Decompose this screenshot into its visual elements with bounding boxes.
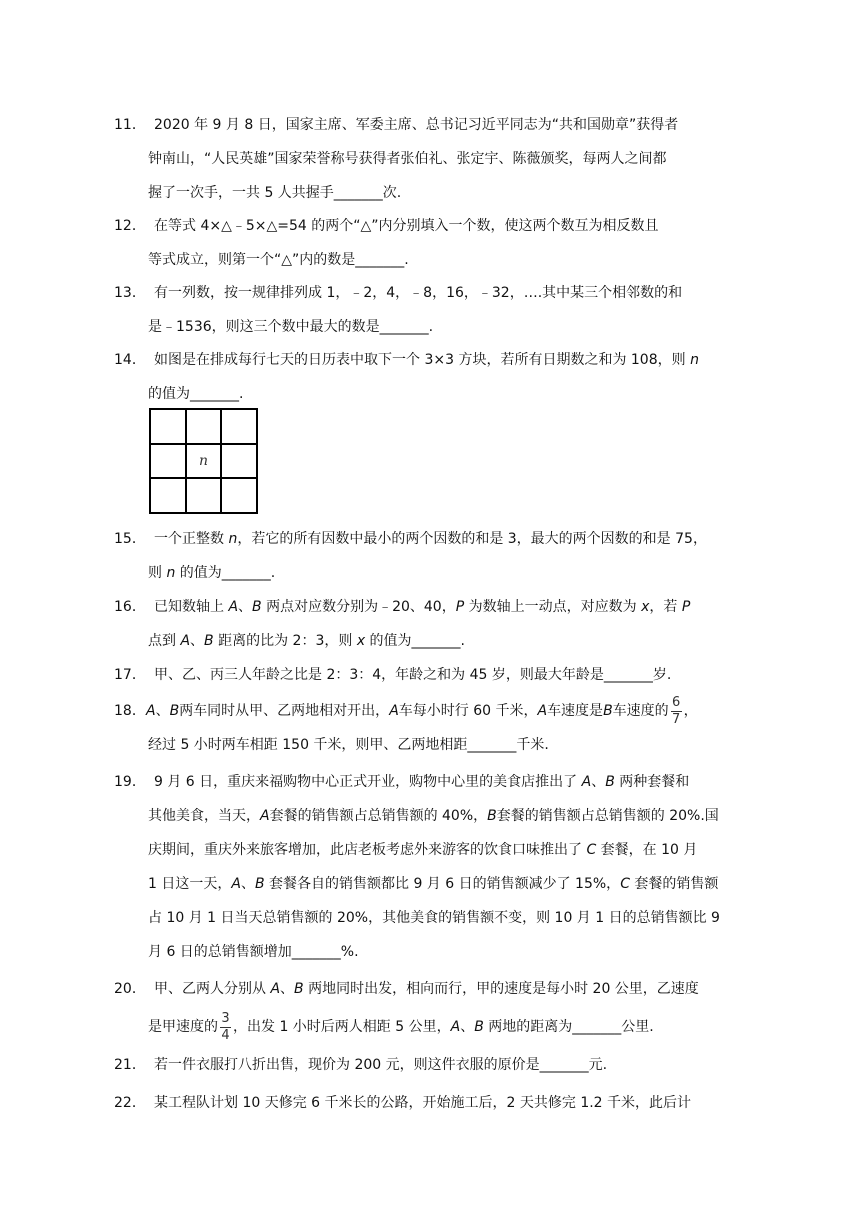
question-text: 有一列数，按一规律排列成 1，﹣2，4，﹣8，16，﹣32，….其中某三个相邻数的和 [154,285,683,301]
question-text: 若一件衣服打八折出售，现价为 200 元，则这件衣服的原价是_______元. [154,1057,608,1073]
question-text: 则 n 的值为_______. [148,565,276,581]
grid-cell [186,409,222,444]
question-13 [114,276,758,344]
question-12 [114,209,758,277]
grid-cell [221,409,257,444]
question-number: 15． [114,531,146,547]
question-text: 1 日这一天，A、B 套餐各自的销售额都比 9 月 6 日的销售额减少了 15%，C 套餐的销售额 [148,876,719,892]
calendar-grid [149,408,258,514]
question-number: 13． [114,285,146,301]
question-14 [114,343,758,411]
question-text: 如图是在排成每行七天的日历表中取下一个 3×3 方块，若所有日期数之和为 108，则 n [154,352,699,368]
question-number: 18． [114,703,146,719]
question-text: 已知数轴上 A、B 两点对应数分别为﹣20、40，P 为数轴上一动点，对应数为 x，若 P [154,599,691,615]
question-number: 11． [114,117,146,133]
grid-cell [150,478,186,513]
question-17 [114,658,758,692]
grid-cell [186,478,222,513]
fraction-three-quarters: $\frac{3}{4}$ [221,1010,230,1043]
grid-cell [150,409,186,444]
question-18 [114,694,758,762]
question-text: 在等式 4×△﹣5×△=54 的两个“△”内分别填入一个数，使这两个数互为相反数且 [154,218,659,234]
question-22 [114,1086,758,1120]
grid-cell [150,444,186,479]
question-text: 2020 年 9 月 8 日，国家主席、军委主席、总书记习近平同志为“共和国勋章”获得者 [154,117,679,133]
question-text: 是甲速度的 $\frac{3}{4}$ ，出发 1 小时后两人相距 5 公里，A、B 两地的距离为_______公里. [148,1010,654,1043]
question-text: A、B两车同时从甲、乙两地相对开出，A车每小时行 60 千米，A车速度是B车速度的 $\frac{6}{7}$ ， [146,694,698,727]
question-text: 某工程队计划 10 天修完 6 千米长的公路，开始施工后，2 天共修完 1.2 千米，此后计 [154,1095,692,1111]
grid-cell [221,478,257,513]
grid-cell [221,444,257,479]
question-number: 21． [114,1057,146,1073]
grid-cell-center: n [186,444,222,479]
question-19 [114,765,758,969]
question-text: 庆期间，重庆外来旅客增加，此店老板考虑外来游客的饮食口味推出了 C 套餐，在 10 月 [148,842,698,858]
question-number: 22． [114,1095,146,1111]
question-number: 17． [114,667,146,683]
question-number: 19． [114,774,146,790]
question-text: 等式成立，则第一个“△”内的数是_______. [148,252,409,268]
question-21 [114,1048,758,1082]
question-text: 其他美食，当天，A套餐的销售额占总销售额的 40%，B套餐的销售额占总销售额的 20%.国 [148,808,719,824]
question-text: 占 10 月 1 日当天总销售额的 20%，其他美食的销售额不变，则 10 月 1 日的总销售额比 9 [148,910,720,926]
question-number: 16． [114,599,146,615]
question-text: 一个正整数 n，若它的所有因数中最小的两个因数的和是 3，最大的两个因数的和是 75， [154,531,707,547]
question-text: 点到 A、B 距离的比为 2：3，则 x 的值为_______. [148,633,466,649]
question-text: 甲、乙、丙三人年龄之比是 2：3：4，年龄之和为 45 岁，则最大年龄是_______岁. [154,667,672,683]
question-11 [114,108,758,210]
question-text: 月 6 日的总销售额增加_______%. [148,944,359,960]
question-text: 甲、乙两人分别从 A、B 两地同时出发，相向而行，甲的速度是每小时 20 公里，乙速度 [154,981,699,997]
question-text: 的值为_______. [148,386,244,402]
question-text: 是﹣1536，则这三个数中最大的数是_______. [148,319,434,335]
question-20 [114,972,758,1044]
question-number: 20． [114,981,146,997]
question-15 [114,522,758,590]
question-16 [114,590,758,658]
question-text: 9 月 6 日，重庆来福购物中心正式开业，购物中心里的美食店推出了 A、B 两种套餐和 [154,774,690,790]
question-text: 握了一次手，一共 5 人共握手_______次. [148,185,402,201]
question-number: 12． [114,218,146,234]
question-number: 14． [114,352,146,368]
question-text: 经过 5 小时两车相距 150 千米，则甲、乙两地相距_______千米. [148,737,549,753]
question-text: 钟南山，“人民英雄”国家荣誉称号获得者张伯礼、张定宇、陈薇颁奖，每两人之间都 [148,151,667,167]
fraction-six-sevenths: $\frac{6}{7}$ [672,694,681,727]
